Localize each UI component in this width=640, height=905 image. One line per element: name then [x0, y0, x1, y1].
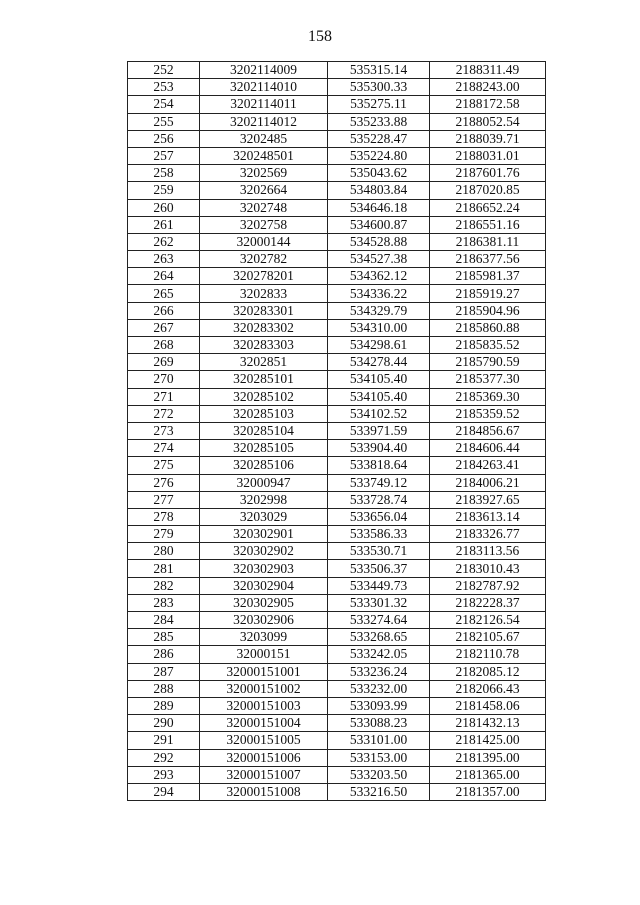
x-coordinate-cell: 533088.23 [328, 715, 430, 732]
point-id-cell: 3203099 [200, 629, 328, 646]
x-coordinate-cell: 533586.33 [328, 526, 430, 543]
y-coordinate-cell: 2186377.56 [430, 251, 546, 268]
row-number-cell: 255 [128, 113, 200, 130]
row-number-cell: 275 [128, 457, 200, 474]
table-body [128, 62, 546, 801]
table-row [128, 337, 546, 354]
y-coordinate-cell: 2182110.78 [430, 646, 546, 663]
row-number-cell: 256 [128, 130, 200, 147]
y-coordinate-cell: 2185904.96 [430, 302, 546, 319]
table-row [128, 268, 546, 285]
point-id-cell: 3202851 [200, 354, 328, 371]
y-coordinate-cell: 2186551.16 [430, 216, 546, 233]
table-row [128, 199, 546, 216]
x-coordinate-cell: 533749.12 [328, 474, 430, 491]
x-coordinate-cell: 534803.84 [328, 182, 430, 199]
x-coordinate-cell: 533203.50 [328, 766, 430, 783]
row-number-cell: 291 [128, 732, 200, 749]
row-number-cell: 259 [128, 182, 200, 199]
y-coordinate-cell: 2184856.67 [430, 422, 546, 439]
table-row [128, 405, 546, 422]
y-coordinate-cell: 2181425.00 [430, 732, 546, 749]
y-coordinate-cell: 2188031.01 [430, 147, 546, 164]
table-row [128, 79, 546, 96]
x-coordinate-cell: 533268.65 [328, 629, 430, 646]
x-coordinate-cell: 533236.24 [328, 663, 430, 680]
x-coordinate-cell: 535315.14 [328, 62, 430, 79]
table-row [128, 612, 546, 629]
point-id-cell: 3202114009 [200, 62, 328, 79]
table-row [128, 646, 546, 663]
x-coordinate-cell: 533101.00 [328, 732, 430, 749]
point-id-cell: 320283303 [200, 337, 328, 354]
x-coordinate-cell: 533449.73 [328, 577, 430, 594]
point-id-cell: 320285101 [200, 371, 328, 388]
point-id-cell: 320285103 [200, 405, 328, 422]
row-number-cell: 289 [128, 697, 200, 714]
row-number-cell: 261 [128, 216, 200, 233]
table-row [128, 302, 546, 319]
table-row [128, 422, 546, 439]
y-coordinate-cell: 2181357.00 [430, 783, 546, 800]
row-number-cell: 268 [128, 337, 200, 354]
row-number-cell: 282 [128, 577, 200, 594]
point-id-cell: 3202664 [200, 182, 328, 199]
row-number-cell: 281 [128, 560, 200, 577]
table-row [128, 526, 546, 543]
point-id-cell: 320302903 [200, 560, 328, 577]
y-coordinate-cell: 2186652.24 [430, 199, 546, 216]
row-number-cell: 272 [128, 405, 200, 422]
table-row [128, 457, 546, 474]
y-coordinate-cell: 2188039.71 [430, 130, 546, 147]
y-coordinate-cell: 2184263.41 [430, 457, 546, 474]
x-coordinate-cell: 535228.47 [328, 130, 430, 147]
point-id-cell: 3202758 [200, 216, 328, 233]
x-coordinate-cell: 533728.74 [328, 491, 430, 508]
row-number-cell: 260 [128, 199, 200, 216]
point-id-cell: 32000144 [200, 233, 328, 250]
table-row [128, 474, 546, 491]
x-coordinate-cell: 534310.00 [328, 319, 430, 336]
row-number-cell: 286 [128, 646, 200, 663]
point-id-cell: 320302901 [200, 526, 328, 543]
point-id-cell: 32000151008 [200, 783, 328, 800]
point-id-cell: 32000151002 [200, 680, 328, 697]
x-coordinate-cell: 533530.71 [328, 543, 430, 560]
table-row [128, 508, 546, 525]
x-coordinate-cell: 534362.12 [328, 268, 430, 285]
y-coordinate-cell: 2181458.06 [430, 697, 546, 714]
point-id-cell: 32000151003 [200, 697, 328, 714]
row-number-cell: 292 [128, 749, 200, 766]
row-number-cell: 262 [128, 233, 200, 250]
table-row [128, 440, 546, 457]
table-row [128, 388, 546, 405]
x-coordinate-cell: 534528.88 [328, 233, 430, 250]
y-coordinate-cell: 2182787.92 [430, 577, 546, 594]
x-coordinate-cell: 533153.00 [328, 749, 430, 766]
coordinate-table [127, 61, 546, 801]
row-number-cell: 293 [128, 766, 200, 783]
table-row [128, 715, 546, 732]
table-row [128, 491, 546, 508]
y-coordinate-cell: 2186381.11 [430, 233, 546, 250]
point-id-cell: 32000151 [200, 646, 328, 663]
y-coordinate-cell: 2185790.59 [430, 354, 546, 371]
x-coordinate-cell: 533904.40 [328, 440, 430, 457]
row-number-cell: 287 [128, 663, 200, 680]
point-id-cell: 32000151001 [200, 663, 328, 680]
point-id-cell: 320302904 [200, 577, 328, 594]
y-coordinate-cell: 2182105.67 [430, 629, 546, 646]
point-id-cell: 320302906 [200, 612, 328, 629]
y-coordinate-cell: 2187601.76 [430, 165, 546, 182]
x-coordinate-cell: 534102.52 [328, 405, 430, 422]
point-id-cell: 320278201 [200, 268, 328, 285]
y-coordinate-cell: 2181395.00 [430, 749, 546, 766]
x-coordinate-cell: 533818.64 [328, 457, 430, 474]
row-number-cell: 266 [128, 302, 200, 319]
row-number-cell: 274 [128, 440, 200, 457]
table-row [128, 577, 546, 594]
table-row [128, 783, 546, 800]
table-row [128, 165, 546, 182]
row-number-cell: 263 [128, 251, 200, 268]
x-coordinate-cell: 535043.62 [328, 165, 430, 182]
table-row [128, 130, 546, 147]
point-id-cell: 320302902 [200, 543, 328, 560]
y-coordinate-cell: 2184006.21 [430, 474, 546, 491]
x-coordinate-cell: 535233.88 [328, 113, 430, 130]
y-coordinate-cell: 2183010.43 [430, 560, 546, 577]
y-coordinate-cell: 2188172.58 [430, 96, 546, 113]
row-number-cell: 284 [128, 612, 200, 629]
point-id-cell: 320285102 [200, 388, 328, 405]
table-row [128, 182, 546, 199]
x-coordinate-cell: 534600.87 [328, 216, 430, 233]
row-number-cell: 273 [128, 422, 200, 439]
x-coordinate-cell: 534105.40 [328, 371, 430, 388]
table-row [128, 749, 546, 766]
x-coordinate-cell: 533971.59 [328, 422, 430, 439]
y-coordinate-cell: 2188243.00 [430, 79, 546, 96]
x-coordinate-cell: 533506.37 [328, 560, 430, 577]
point-id-cell: 320283301 [200, 302, 328, 319]
row-number-cell: 285 [128, 629, 200, 646]
point-id-cell: 3202114012 [200, 113, 328, 130]
x-coordinate-cell: 533093.99 [328, 697, 430, 714]
row-number-cell: 278 [128, 508, 200, 525]
row-number-cell: 267 [128, 319, 200, 336]
table-row [128, 732, 546, 749]
row-number-cell: 279 [128, 526, 200, 543]
table-row [128, 354, 546, 371]
y-coordinate-cell: 2182085.12 [430, 663, 546, 680]
x-coordinate-cell: 534105.40 [328, 388, 430, 405]
point-id-cell: 3202485 [200, 130, 328, 147]
row-number-cell: 254 [128, 96, 200, 113]
y-coordinate-cell: 2185377.30 [430, 371, 546, 388]
x-coordinate-cell: 534527.38 [328, 251, 430, 268]
x-coordinate-cell: 533274.64 [328, 612, 430, 629]
x-coordinate-cell: 533301.32 [328, 594, 430, 611]
table-row [128, 233, 546, 250]
table-row [128, 543, 546, 560]
y-coordinate-cell: 2183326.77 [430, 526, 546, 543]
table-row [128, 96, 546, 113]
table-row [128, 113, 546, 130]
y-coordinate-cell: 2183113.56 [430, 543, 546, 560]
x-coordinate-cell: 533232.00 [328, 680, 430, 697]
y-coordinate-cell: 2185359.52 [430, 405, 546, 422]
x-coordinate-cell: 534646.18 [328, 199, 430, 216]
point-id-cell: 320285104 [200, 422, 328, 439]
x-coordinate-cell: 535275.11 [328, 96, 430, 113]
point-id-cell: 32000151005 [200, 732, 328, 749]
row-number-cell: 288 [128, 680, 200, 697]
point-id-cell: 3202114010 [200, 79, 328, 96]
y-coordinate-cell: 2183613.14 [430, 508, 546, 525]
point-id-cell: 320302905 [200, 594, 328, 611]
table-row [128, 251, 546, 268]
table-row [128, 285, 546, 302]
point-id-cell: 32000947 [200, 474, 328, 491]
x-coordinate-cell: 533656.04 [328, 508, 430, 525]
point-id-cell: 3202748 [200, 199, 328, 216]
table-row [128, 680, 546, 697]
table-row [128, 319, 546, 336]
point-id-cell: 3202114011 [200, 96, 328, 113]
row-number-cell: 276 [128, 474, 200, 491]
x-coordinate-cell: 534336.22 [328, 285, 430, 302]
row-number-cell: 253 [128, 79, 200, 96]
table-row [128, 697, 546, 714]
table-row [128, 371, 546, 388]
table-row [128, 216, 546, 233]
row-number-cell: 257 [128, 147, 200, 164]
row-number-cell: 265 [128, 285, 200, 302]
y-coordinate-cell: 2185981.37 [430, 268, 546, 285]
row-number-cell: 283 [128, 594, 200, 611]
point-id-cell: 320248501 [200, 147, 328, 164]
table-row [128, 629, 546, 646]
x-coordinate-cell: 533242.05 [328, 646, 430, 663]
x-coordinate-cell: 534298.61 [328, 337, 430, 354]
x-coordinate-cell: 533216.50 [328, 783, 430, 800]
row-number-cell: 271 [128, 388, 200, 405]
x-coordinate-cell: 534329.79 [328, 302, 430, 319]
y-coordinate-cell: 2184606.44 [430, 440, 546, 457]
point-id-cell: 3202833 [200, 285, 328, 302]
table-row [128, 560, 546, 577]
row-number-cell: 277 [128, 491, 200, 508]
point-id-cell: 3202569 [200, 165, 328, 182]
y-coordinate-cell: 2185835.52 [430, 337, 546, 354]
y-coordinate-cell: 2188311.49 [430, 62, 546, 79]
y-coordinate-cell: 2185369.30 [430, 388, 546, 405]
y-coordinate-cell: 2181432.13 [430, 715, 546, 732]
point-id-cell: 32000151007 [200, 766, 328, 783]
y-coordinate-cell: 2187020.85 [430, 182, 546, 199]
point-id-cell: 3202782 [200, 251, 328, 268]
table-row [128, 62, 546, 79]
x-coordinate-cell: 534278.44 [328, 354, 430, 371]
row-number-cell: 264 [128, 268, 200, 285]
y-coordinate-cell: 2182126.54 [430, 612, 546, 629]
point-id-cell: 3203029 [200, 508, 328, 525]
y-coordinate-cell: 2185860.88 [430, 319, 546, 336]
y-coordinate-cell: 2188052.54 [430, 113, 546, 130]
x-coordinate-cell: 535224.80 [328, 147, 430, 164]
row-number-cell: 269 [128, 354, 200, 371]
y-coordinate-cell: 2182066.43 [430, 680, 546, 697]
row-number-cell: 280 [128, 543, 200, 560]
y-coordinate-cell: 2182228.37 [430, 594, 546, 611]
y-coordinate-cell: 2181365.00 [430, 766, 546, 783]
x-coordinate-cell: 535300.33 [328, 79, 430, 96]
point-id-cell: 320285106 [200, 457, 328, 474]
row-number-cell: 270 [128, 371, 200, 388]
page-number: 158 [308, 28, 332, 45]
y-coordinate-cell: 2183927.65 [430, 491, 546, 508]
table-row [128, 663, 546, 680]
table-row [128, 147, 546, 164]
point-id-cell: 320285105 [200, 440, 328, 457]
point-id-cell: 32000151006 [200, 749, 328, 766]
point-id-cell: 3202998 [200, 491, 328, 508]
point-id-cell: 320283302 [200, 319, 328, 336]
row-number-cell: 294 [128, 783, 200, 800]
row-number-cell: 290 [128, 715, 200, 732]
table-row [128, 766, 546, 783]
table-row [128, 594, 546, 611]
row-number-cell: 258 [128, 165, 200, 182]
y-coordinate-cell: 2185919.27 [430, 285, 546, 302]
row-number-cell: 252 [128, 62, 200, 79]
point-id-cell: 32000151004 [200, 715, 328, 732]
